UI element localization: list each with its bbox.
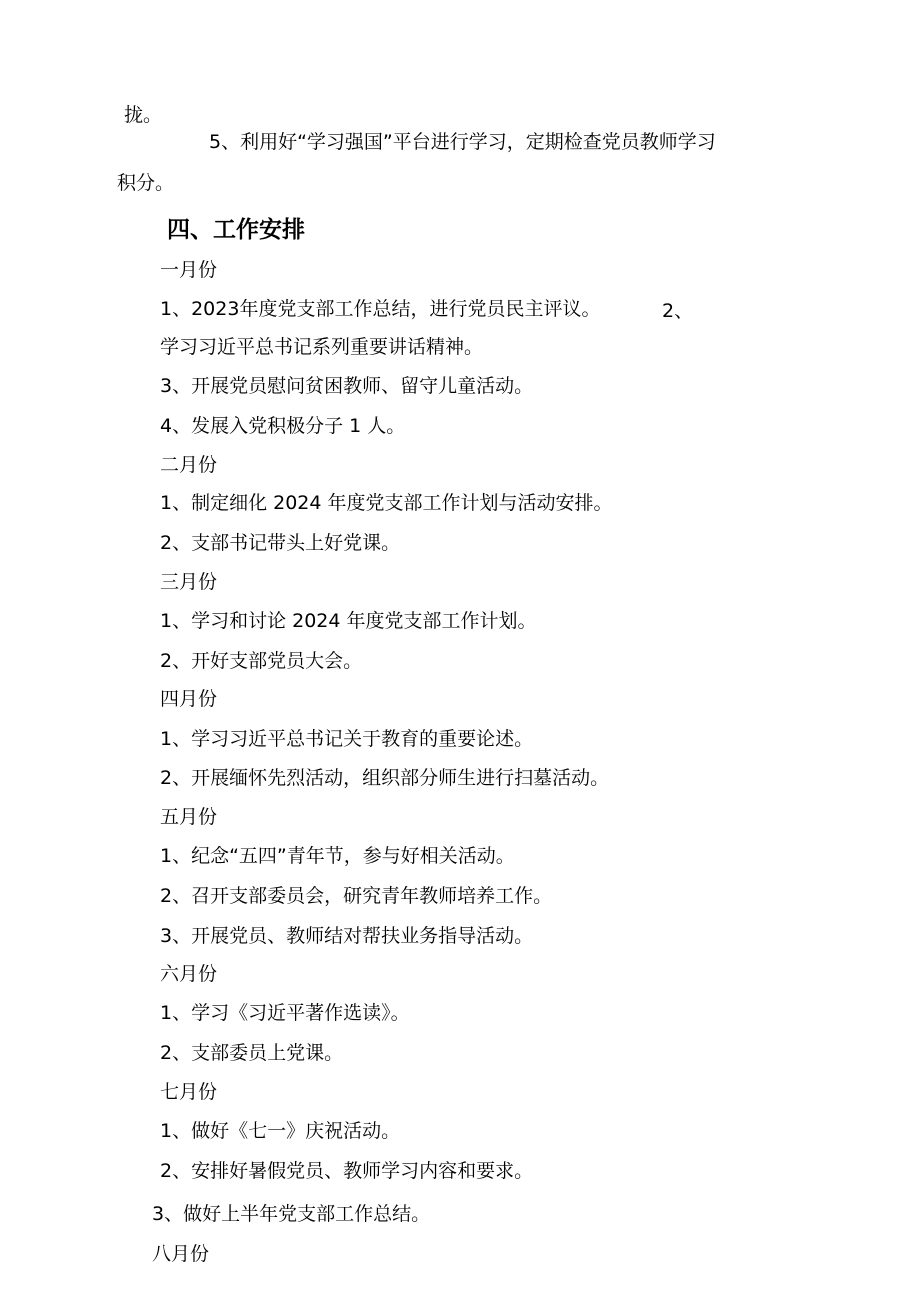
mar-item-2: 2、开好支部党员大会。	[160, 650, 363, 672]
month-title-may: 五月份	[160, 806, 218, 828]
month-title-jun: 六月份	[160, 963, 218, 985]
month-title-jan: 一月份	[160, 259, 218, 281]
jan-item-4: 4、发展入党积极分子 1 人。	[160, 415, 406, 437]
month-title-jul: 七月份	[160, 1081, 218, 1103]
jan-item-3: 3、开展党员慰问贫困教师、留守儿童活动。	[160, 375, 534, 397]
may-item-2: 2、召开支部委员会，研究青年教师培养工作。	[160, 885, 553, 907]
jul-item-2: 2、安排好暑假党员、教师学习内容和要求。	[160, 1160, 534, 1182]
month-title-mar: 三月份	[160, 571, 218, 593]
mar-item-1: 1、学习和讨论 2024 年度党支部工作计划。	[160, 610, 537, 632]
month-title-apr: 四月份	[160, 688, 218, 710]
month-title-feb: 二月份	[160, 454, 218, 476]
jun-item-1: 1、学习《习近平著作选读》。	[160, 1002, 410, 1024]
jan-item-2-number: 2、	[662, 300, 694, 322]
feb-item-2: 2、支部书记带头上好党课。	[160, 532, 401, 554]
jan-item-2: 学习习近平总书记系列重要讲话精神。	[160, 336, 484, 358]
apr-item-1: 1、学习习近平总书记关于教育的重要论述。	[160, 728, 534, 750]
item5-line2: 积分。	[117, 172, 175, 194]
month-title-aug: 八月份	[152, 1243, 210, 1265]
section-title: 四、工作安排	[167, 217, 305, 243]
jul-item-3: 3、做好上半年党支部工作总结。	[152, 1203, 431, 1225]
item5-line1: 5、利用好“学习强国”平台进行学习，定期检查党员教师学习	[209, 131, 716, 153]
continuation-text: 拢。	[124, 104, 163, 126]
may-item-3: 3、开展党员、教师结对帮扶业务指导活动。	[160, 925, 534, 947]
jun-item-2: 2、支部委员上党课。	[160, 1042, 344, 1064]
may-item-1: 1、纪念“五四”青年节，参与好相关活动。	[160, 845, 515, 867]
jan-item-1: 1、2023年度党支部工作总结，进行党员民主评议。	[160, 298, 601, 320]
apr-item-2: 2、开展缅怀先烈活动，组织部分师生进行扫墓活动。	[160, 767, 610, 789]
feb-item-1: 1、制定细化 2024 年度党支部工作计划与活动安排。	[160, 492, 613, 514]
jul-item-1: 1、做好《七一》庆祝活动。	[160, 1120, 401, 1142]
